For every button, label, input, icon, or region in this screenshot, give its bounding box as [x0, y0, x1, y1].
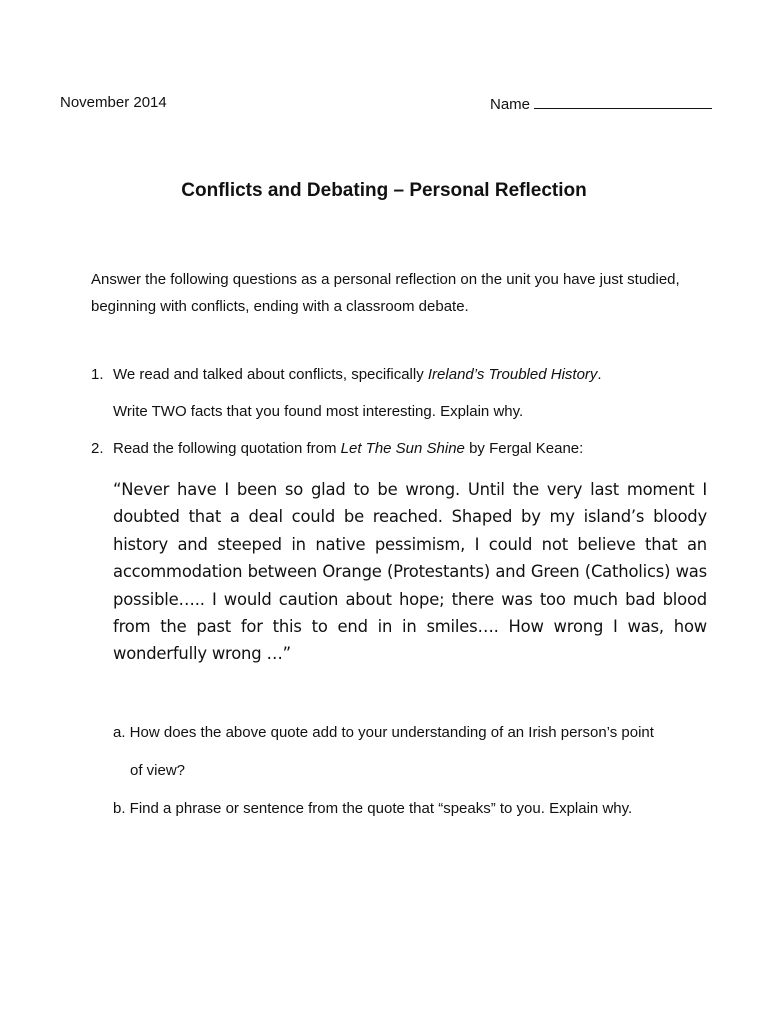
question-1-text [113, 366, 602, 383]
sub-question-a-line-1: a. How does the above quote add to your understanding of an Irish person’s point [113, 724, 654, 741]
question-2-text-end: by Fergal Keane: [464, 440, 584, 457]
question-2-italic-title: Let The Sun Shine [340, 440, 465, 457]
name-label: Name [490, 96, 531, 113]
sub-question-b: b. Find a phrase or sentence from the quote that “speaks” to you. Explain why. [113, 800, 633, 817]
question-1-text-start: We read and talked about conflicts, specifically [113, 366, 428, 383]
question-1-text-end: . [597, 366, 602, 383]
question-2-text [113, 440, 583, 457]
quote-block: “Never have I been so glad to be wrong. Until the very last moment I doubted that a deal could be reached. Shaped by my island’s bloody history and steeped in native pessimism, I could not believe that an accommodation between Orange (Protestants) and Green (Catholics) was possible….. I would caution about hope; there was too much bad blood from the past for this to end in in smiles…. How wrong I was, how wonderfully wrong …” [113, 480, 707, 664]
page-title: Conflicts and Debating – Personal Reflection [181, 180, 587, 201]
question-1-number: 1. [91, 366, 104, 383]
question-1-italic-title: Ireland’s Troubled History [427, 366, 598, 383]
name-field [490, 94, 712, 113]
date-text: November 2014 [60, 94, 167, 111]
name-blank-line[interactable] [534, 94, 712, 109]
question-2-text-start: Read the following quotation from [113, 440, 341, 457]
sub-question-a-line-2: of view? [130, 762, 186, 779]
intro-paragraph: Answer the following questions as a personal reflection on the unit you have just studied, beginning with conflicts, ending with a classroom debate. [91, 271, 680, 315]
question-1-instruction: Write TWO facts that you found most interesting. Explain why. [113, 403, 524, 420]
question-2-number: 2. [91, 440, 104, 457]
